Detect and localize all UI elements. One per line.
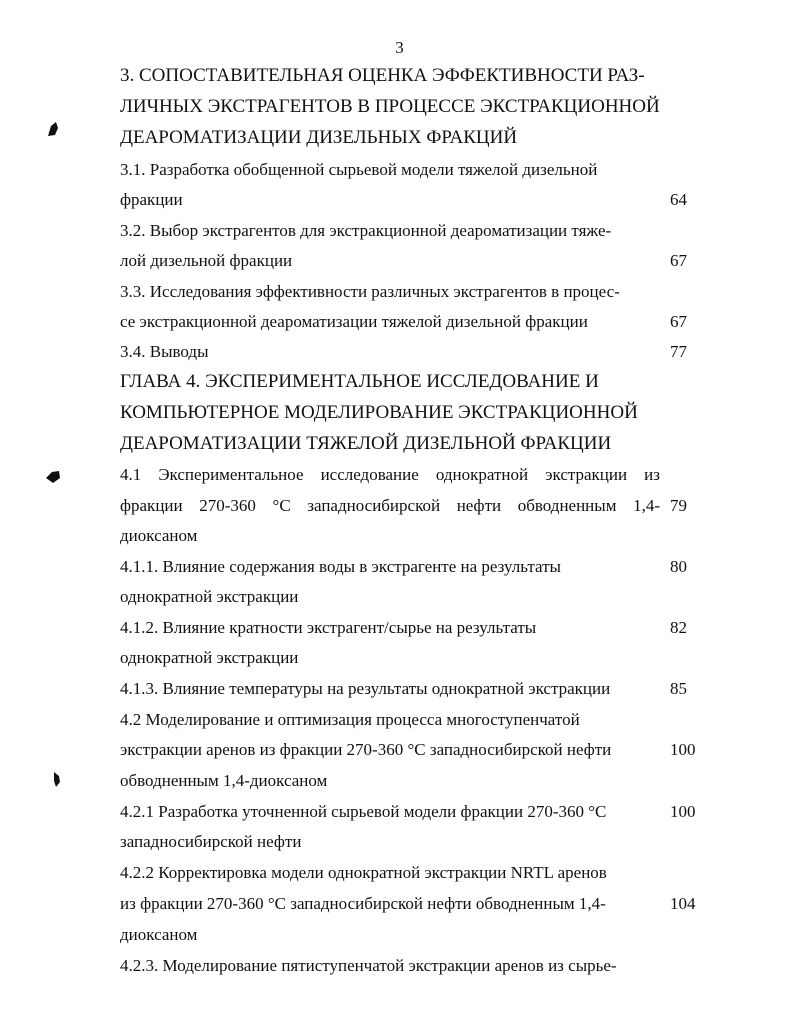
- margin-mark-2: [44, 468, 62, 486]
- toc-item-4-1-2-line-2: однократной экстракции: [120, 648, 299, 667]
- toc-item-4-2-line-1: 4.2 Моделирование и оптимизация процесса многоступенчатой: [120, 710, 580, 729]
- toc-item-4-2-1-page: 100: [670, 802, 696, 821]
- toc-item-4-1-3-page: 85: [670, 679, 687, 698]
- toc-item-4-2-2-page: 104: [670, 894, 696, 913]
- toc-item-3-4-line-1: 3.4. Выводы: [120, 342, 209, 361]
- toc-item-4-1-line-1: 4.1 Экспериментальное исследование однократной экстракции из: [120, 465, 660, 484]
- chapter-4-title-line-1: ГЛАВА 4. ЭКСПЕРИМЕНТАЛЬНОЕ ИССЛЕДОВАНИЕ И: [120, 371, 599, 392]
- toc-item-4-2-3-line-1: 4.2.3. Моделирование пятиступенчатой экстракции аренов из сырье-: [120, 956, 617, 975]
- chapter-4-title-line-3: ДЕАРОМАТИЗАЦИИ ТЯЖЕЛОЙ ДИЗЕЛЬНОЙ ФРАКЦИИ: [120, 433, 612, 454]
- chapter-4-title-line-2: КОМПЬЮТЕРНОЕ МОДЕЛИРОВАНИЕ ЭКСТРАКЦИОННОЙ: [120, 402, 638, 423]
- toc-item-4-1-2-page: 82: [670, 618, 687, 637]
- toc-item-4-2-1-line-1: 4.2.1 Разработка уточненной сырьевой модели фракции 270-360 °С: [120, 802, 607, 821]
- toc-item-3-3-page: 67: [670, 312, 687, 331]
- toc-item-3-3-line-2: се экстракционной деароматизации тяжелой дизельной фракции: [120, 312, 588, 331]
- toc-item-4-1-3-line-1: 4.1.3. Влияние температуры на результаты однократной экстракции: [120, 679, 611, 698]
- chapter-3-title-line-2: ЛИЧНЫХ ЭКСТРАГЕНТОВ В ПРОЦЕССЕ ЭКСТРАКЦИОННОЙ: [120, 96, 660, 117]
- toc-item-4-1-1-line-1: 4.1.1. Влияние содержания воды в экстрагенте на результаты: [120, 557, 561, 576]
- toc-item-4-2-2-line-3: диоксаном: [120, 925, 198, 944]
- toc-item-4-1-line-2: фракции 270-360 °С западносибирской нефти обводненным 1,4-: [120, 496, 660, 515]
- margin-mark-1: [44, 120, 62, 138]
- toc-item-4-2-2-line-1: 4.2.2 Корректировка модели однократной экстракции NRTL аренов: [120, 863, 607, 882]
- toc-item-3-3-line-1: 3.3. Исследования эффективности различных экстрагентов в процес-: [120, 282, 620, 301]
- toc-item-4-1-line-3: диоксаном: [120, 526, 198, 545]
- toc-item-4-2-1-line-2: западносибирской нефти: [120, 832, 302, 851]
- toc-item-3-2-page: 67: [670, 251, 687, 270]
- toc-item-4-1-1-line-2: однократной экстракции: [120, 587, 299, 606]
- toc-item-4-2-line-3: обводненным 1,4-диоксаном: [120, 771, 328, 790]
- page-number: 3: [395, 38, 404, 57]
- margin-mark-3: [48, 770, 66, 788]
- toc-item-4-2-line-2: экстракции аренов из фракции 270-360 °С западносибирской нефти: [120, 740, 612, 759]
- toc-item-3-2-line-1: 3.2. Выбор экстрагентов для экстракционной деароматизации тяже-: [120, 221, 612, 240]
- toc-item-4-1-page: 79: [670, 496, 687, 515]
- toc-item-3-1-line-1: 3.1. Разработка обобщенной сырьевой модели тяжелой дизельной: [120, 160, 598, 179]
- toc-item-4-2-page: 100: [670, 740, 696, 759]
- toc-item-3-2-line-2: лой дизельной фракции: [120, 251, 293, 270]
- toc-item-3-4-page: 77: [670, 342, 687, 361]
- toc-item-4-1-2-line-1: 4.1.2. Влияние кратности экстрагент/сырье на результаты: [120, 618, 537, 637]
- chapter-3-title-line-3: ДЕАРОМАТИЗАЦИИ ДИЗЕЛЬНЫХ ФРАКЦИЙ: [120, 127, 518, 148]
- toc-item-3-1-line-2: фракции: [120, 190, 183, 209]
- chapter-3-title-line-1: 3. СОПОСТАВИТЕЛЬНАЯ ОЦЕНКА ЭФФЕКТИВНОСТИ РАЗ-: [120, 65, 645, 86]
- toc-item-3-1-page: 64: [670, 190, 687, 209]
- toc-item-4-2-2-line-2: из фракции 270-360 °С западносибирской нефти обводненным 1,4-: [120, 894, 606, 913]
- toc-item-4-1-1-page: 80: [670, 557, 687, 576]
